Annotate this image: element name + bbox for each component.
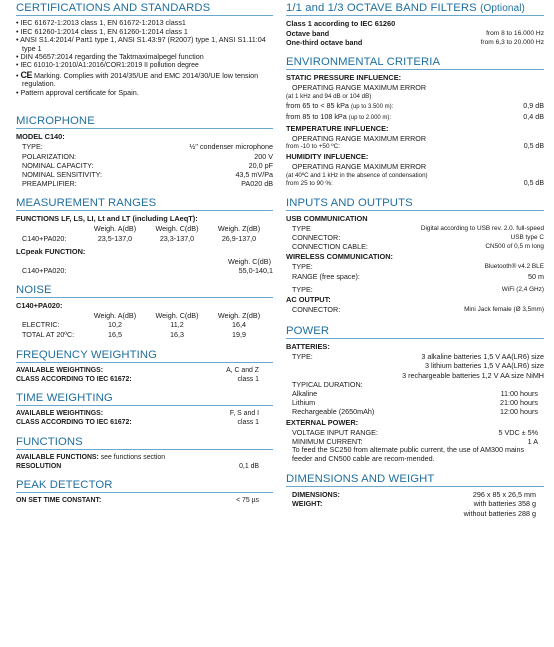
ce-mark-icon: CE: [20, 69, 33, 80]
static-pressure-title: STATIC PRESSURE INFLUENCE:: [286, 73, 402, 83]
lcpeak-header: Weigh. C(dB): [227, 256, 271, 266]
power-note: To feed the SC250 from alternate public current, the use of AM300 mains feeder and CN500 cable are recom-mended.: [292, 445, 525, 463]
octave-row: One-third octave band from 6,3 to 20.000 Hz: [286, 38, 544, 48]
mic-row: NOMINAL CAPACITY: 20,0 pF: [22, 160, 273, 170]
wireless-title: WIRELESS COMMUNICATION:: [286, 252, 394, 262]
ranges-header: Weigh. A(dB) Weigh. C(dB) Weigh. Z(dB): [93, 224, 261, 234]
battery-line: 3 rechargeable batteries 1,2 V AA size NiMH: [402, 370, 544, 380]
static-row: from 85 to 108 kPa (up to 2.000 m): 0,4 dB: [286, 111, 544, 121]
lcpeak-function: LCpeak FUNCTION:: [16, 246, 86, 256]
usb-row: TYPE Digital according to USB rev. 2.0. full-speed: [292, 223, 544, 233]
usb-row: CONNECTOR: USB type C: [292, 233, 544, 243]
section-title-peak: PEAK DETECTOR: [16, 479, 273, 493]
static-header: OPERATING RANGE MAXIMUM ERROR: [292, 83, 427, 93]
section-title-certifications: CERTIFICATIONS AND STANDARDS: [16, 2, 273, 16]
cert-item: • IEC 61260-1:2014 class 1, EN 61260-1:2014 class 1: [16, 28, 273, 37]
ranges-row: C140+PA020: 23,5-137,0 23,3-137,0 26,9-137,0: [22, 233, 257, 243]
freq-row: CLASS ACCORDING TO IEC 61672: class 1: [16, 375, 259, 383]
cert-ce-text: Marking. Complies with 2014/35/UE and EMC 2014/30/UE low tension regulation.: [22, 70, 259, 89]
temp-row: from -10 to +50 ºC: 0,5 dB: [286, 143, 544, 151]
cert-item: • Pattern approval certificate for Spain.: [16, 89, 273, 98]
cert-item: • IEC 61672-1:2013 class 1, EN 61672-1:2013 class1: [16, 19, 273, 28]
battery-line: 3 lithium batteries 1,5 V AA(LR6) size: [424, 361, 544, 371]
cert-item: • ANSI S1.4:2014/ Part1 type 1, ANSI S1.43:97 (R2007) type 1, ANSI S1.11:04 type 1: [16, 36, 273, 53]
left-column: [16, 0, 273, 505]
wireless-row: RANGE (free space): 50 m: [292, 271, 544, 281]
duration-title: TYPICAL DURATION:: [292, 379, 363, 389]
mic-row: POLARIZATION: 200 V: [22, 151, 273, 161]
peak-row: ON SET TIME CONSTANT: < 75 µs: [16, 497, 259, 504]
section-title-power: POWER: [286, 325, 544, 339]
noise-row: ELECTRIC: 10,2 11,2 16,4: [22, 320, 246, 330]
hum-row: from 25 to 90 %: 0,5 dB: [286, 179, 544, 187]
hum-header: OPERATING RANGE MAXIMUM ERROR: [292, 162, 427, 172]
mic-row: PREAMPLIFIER: PA020 dB: [22, 179, 273, 189]
section-title-microphone: MICROPHONE: [16, 115, 273, 129]
dimensions-row: DIMENSIONS: 296 x 85 x 26,5 mm: [292, 490, 536, 500]
duration-row: Rechargeable (2650mAh) 12:00 hours: [292, 407, 538, 417]
ac-row: CONNECTOR: Mini Jack female (Ø 3,5mm): [292, 305, 544, 315]
cert-item: • IEC 61010-1:2010/A1:2016/COR1:2019 II pollution degree: [16, 62, 273, 71]
duration-row: Alkaline 11:00 hours: [292, 389, 538, 399]
noise-header: Weigh. A(dB) Weigh. C(dB) Weigh. Z(dB): [93, 311, 261, 321]
section-title-frequency: FREQUENCY WEIGHTING: [16, 349, 273, 363]
octave-class: Class 1 according to IEC 61260: [286, 19, 396, 28]
batteries-title: BATTERIES:: [286, 342, 330, 352]
time-row: AVAILABLE WEIGHTINGS: F, S and I: [16, 410, 259, 418]
section-title-environmental: ENVIRONMENTAL CRITERIA: [286, 56, 544, 70]
ranges-functions: FUNCTIONS LF, LS, LI, Lt and LT (including LAeqT):: [16, 214, 198, 224]
temp-header: OPERATING RANGE MAXIMUM ERROR: [292, 134, 427, 144]
usb-row: CONNECTION CABLE: CN500 of 0,5 m long: [292, 242, 544, 252]
weight-row: WEIGHT: with batteries 358 g: [292, 499, 536, 509]
static-row: from 65 to < 85 kPa (up to 3.500 m): 0,9 dB: [286, 100, 544, 110]
hum-note: (at 40ºC and 1 kHz in the absence of condensation): [286, 171, 428, 179]
functions-resolution: RESOLUTION 0,1 dB: [16, 462, 259, 470]
external-power-title: EXTERNAL POWER:: [286, 417, 359, 427]
battery-type-row: TYPE: 3 alkaline batteries 1,5 V AA(LR6) size: [292, 352, 544, 362]
section-title-io: INPUTS AND OUTPUTS: [286, 197, 544, 211]
section-title-ranges: MEASUREMENT RANGES: [16, 197, 273, 211]
mic-model: MODEL C140:: [16, 132, 65, 142]
functions-available: AVAILABLE FUNCTIONS: see functions section: [16, 453, 166, 461]
mic-row: NOMINAL SENSITIVITY: 43,5 mV/Pa: [22, 169, 273, 179]
noise-row: TOTAL AT 20ºC: 16,5 16,3 19,9: [22, 329, 246, 339]
time-row: CLASS ACCORDING TO IEC 61672: class 1: [16, 419, 259, 427]
temperature-title: TEMPERATURE INFLUENCE:: [286, 124, 389, 134]
wireless-row: TYPE: WiFi (2,4 GHz): [292, 284, 544, 294]
ac-output-title: AC OUTPUT:: [286, 295, 331, 305]
section-title-octave: 1/1 and 1/3 OCTAVE BAND FILTERS (Optional): [286, 2, 544, 16]
section-title-time: TIME WEIGHTING: [16, 392, 273, 406]
freq-row: AVAILABLE WEIGHTINGS: A, C and Z: [16, 366, 259, 374]
right-column: [286, 0, 544, 518]
noise-model: C140+PA020:: [16, 301, 63, 311]
weight-row-2: without batteries 288 g: [463, 508, 536, 518]
octave-row: Octave band from 8 to 16.000 Hz: [286, 29, 544, 38]
external-row: MINIMUM CURRENT: 1 A: [292, 436, 538, 446]
external-row: VOLTAGE INPUT RANGE: 5 VDC ± 5%: [292, 427, 538, 437]
cert-item-ce: [16, 71, 273, 89]
section-title-noise: NOISE: [16, 284, 273, 298]
cert-item: • DIN 45657:2014 regarding the Taktmaximalpegel function: [16, 53, 273, 62]
section-title-dimensions: DIMENSIONS AND WEIGHT: [286, 473, 544, 487]
humidity-title: HUMIDITY INFLUENCE:: [286, 152, 369, 162]
usb-title: USB COMMUNICATION: [286, 213, 368, 223]
wireless-row: TYPE: Bluetooth® v4.2 BLE: [292, 262, 544, 272]
mic-row: TYPE: ½" condenser microphone: [22, 142, 273, 152]
lcpeak-row: C140+PA020: 55,0-140,1: [22, 265, 273, 275]
section-title-functions: FUNCTIONS: [16, 436, 273, 450]
duration-row: Lithium 21:00 hours: [292, 398, 538, 408]
static-note: (at 1 kHz and 94 dB or 104 dB): [286, 92, 372, 100]
